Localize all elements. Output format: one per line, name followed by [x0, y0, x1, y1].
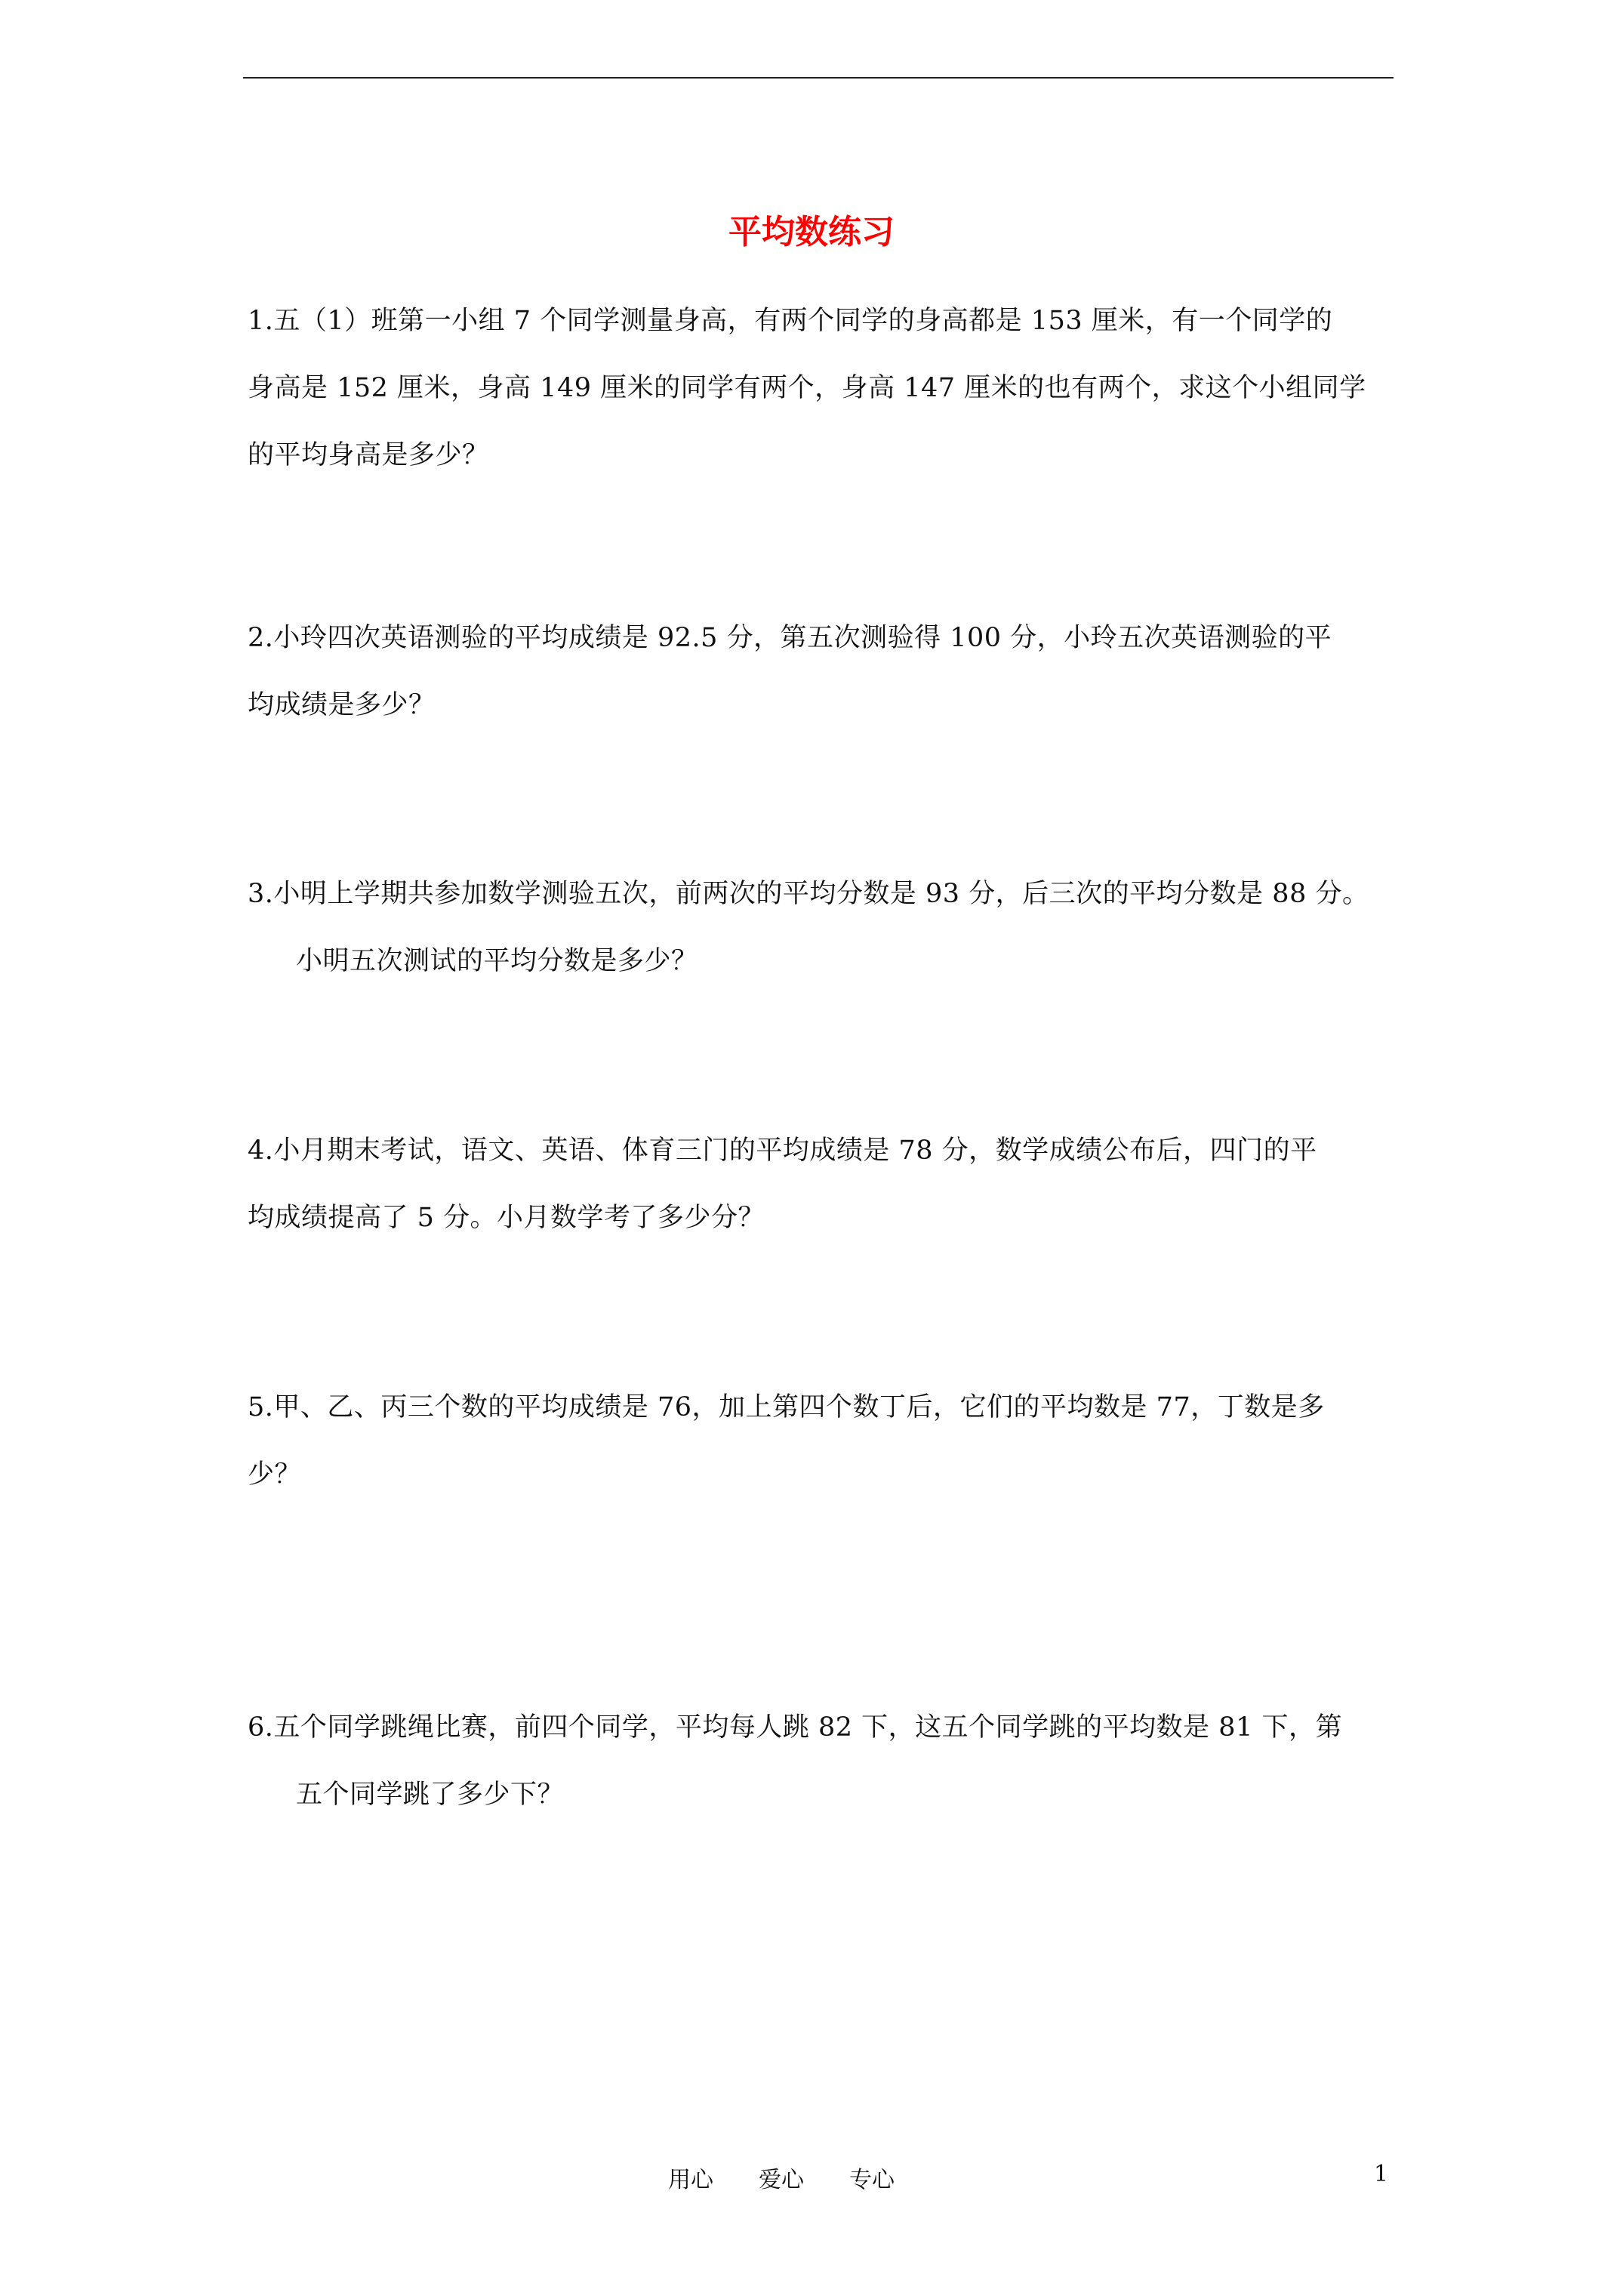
problem-line: 少？: [248, 1459, 302, 1490]
problem-line: 身高是 152 厘米，身高 149 厘米的同学有两个，身高 147 厘米的也有两个，求这个小组同学: [248, 373, 1366, 403]
problem-line: 的平均身高是多少？: [248, 440, 489, 470]
problem-line: 2.小玲四次英语测验的平均成绩是 92.5 分，第五次测验得 100 分，小玲五次英语测验的平: [248, 623, 1332, 653]
page-number: 1: [1374, 2161, 1389, 2187]
problem-line: 五个同学跳了多少下？: [296, 1780, 565, 1810]
problem-line: 6.五个同学跳绳比赛，前四个同学，平均每人跳 82 下，这五个同学跳的平均数是 81 下，第: [248, 1712, 1342, 1743]
problem-3: [248, 861, 1395, 995]
problem-line: 均成绩是多少？: [248, 690, 436, 720]
problem-1: [248, 288, 1395, 489]
problem-2: [248, 605, 1395, 739]
footer-slogan: 用心 爱心 专心: [668, 2167, 895, 2193]
page-title: 平均数练习: [728, 213, 895, 251]
problem-line: 4.小月期末考试，语文、英语、体育三门的平均成绩是 78 分，数学成绩公布后，四门的平: [248, 1136, 1317, 1166]
problem-line: 3.小明上学期共参加数学测验五次，前两次的平均分数是 93 分，后三次的平均分数是 88 分。: [248, 879, 1369, 909]
problem-line: 均成绩提高了 5 分。小月数学考了多少分？: [248, 1203, 765, 1233]
header-rule: [243, 77, 1394, 79]
problem-4: [248, 1117, 1395, 1252]
problem-line: 小明五次测试的平均分数是多少？: [296, 946, 698, 976]
problem-5: [248, 1374, 1395, 1509]
problem-line: 1.五（1）班第一小组 7 个同学测量身高，有两个同学的身高都是 153 厘米，有一个同学的: [248, 306, 1333, 336]
problem-line: 5.甲、乙、丙三个数的平均成绩是 76，加上第四个数丁后，它们的平均数是 77，丁数是多: [248, 1392, 1325, 1422]
problem-6: [248, 1694, 1395, 1829]
